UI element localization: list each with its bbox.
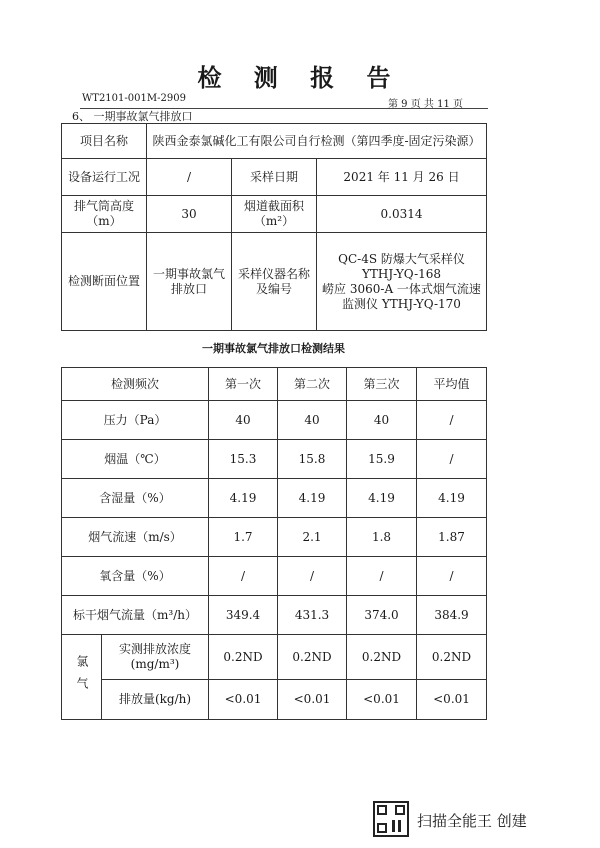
cell-value: 40 xyxy=(209,401,278,440)
info-table xyxy=(61,123,487,331)
results-caption: 一期事故氯气排放口检测结果 xyxy=(202,342,345,355)
cell-value: 4.19 xyxy=(417,479,487,518)
cell-value: <0.01 xyxy=(417,680,487,720)
row-label: 标干烟气流量（m³/h） xyxy=(62,596,209,635)
cell-value: 40 xyxy=(278,401,347,440)
header-cell-second: 第二次 xyxy=(278,368,347,401)
project-name-label: 项目名称 xyxy=(62,124,147,159)
page-info: 第 9 页 共 11 页 xyxy=(388,99,463,110)
cell-value: 349.4 xyxy=(209,596,278,635)
cell-value: 1.7 xyxy=(209,518,278,557)
cell-value: 0.2ND xyxy=(278,635,347,680)
row-label: 含湿量（%） xyxy=(62,479,209,518)
cell-value: <0.01 xyxy=(209,680,278,720)
cell-value: / xyxy=(347,557,417,596)
scanner-watermark-text: 扫描全能王 创建 xyxy=(417,812,527,830)
sampling-date-value: 2021 年 11 月 26 日 xyxy=(317,159,487,196)
cell-value: 374.0 xyxy=(347,596,417,635)
header-cell-first: 第一次 xyxy=(209,368,278,401)
cell-value: / xyxy=(209,557,278,596)
instrument-label: 采样仪器名称及编号 xyxy=(232,233,317,331)
row-label: 排放量(kg/h) xyxy=(102,680,209,720)
equipment-condition-label: 设备运行工况 xyxy=(62,159,147,196)
table-row xyxy=(62,479,487,518)
cell-value: 15.9 xyxy=(347,440,417,479)
row-label: 氧含量（%） xyxy=(62,557,209,596)
cell-value: <0.01 xyxy=(347,680,417,720)
row-label: 烟温（℃） xyxy=(62,440,209,479)
chlorine-group-label: 氯气 xyxy=(62,635,102,720)
header-cell-frequency: 检测频次 xyxy=(62,368,209,401)
flue-area-label: 烟道截面积（m²） xyxy=(232,196,317,233)
table-row xyxy=(62,440,487,479)
cell-value: 0.2ND xyxy=(347,635,417,680)
flue-area-value: 0.0314 xyxy=(317,196,487,233)
cell-value: / xyxy=(417,440,487,479)
cell-value: 4.19 xyxy=(209,479,278,518)
instrument-line: 崂应 3060-A 一体式烟气流速 xyxy=(322,281,481,296)
table-row xyxy=(62,401,487,440)
cell-value: / xyxy=(417,401,487,440)
section-position-value: 一期事故氯气排放口 xyxy=(147,233,232,331)
instrument-value xyxy=(317,233,487,331)
cell-value: 431.3 xyxy=(278,596,347,635)
camscanner-qr-icon xyxy=(373,801,409,837)
cell-value: 15.3 xyxy=(209,440,278,479)
cell-value: 1.8 xyxy=(347,518,417,557)
section-heading: 6、 一期事故氯气排放口 xyxy=(72,110,193,123)
table-row xyxy=(62,596,487,635)
document-number: WT2101-001M-2909 xyxy=(82,93,186,104)
table-row xyxy=(62,680,487,720)
cell-value: 4.19 xyxy=(278,479,347,518)
header-cell-average: 平均值 xyxy=(417,368,487,401)
report-title: 检 测 报 告 xyxy=(197,63,403,92)
stack-height-label: 排气筒高度（m） xyxy=(62,196,147,233)
instrument-line: QC-4S 防爆大气采样仪 xyxy=(338,251,465,266)
cell-value: 1.87 xyxy=(417,518,487,557)
instrument-line: YTHJ-YQ-168 xyxy=(361,266,442,281)
table-row xyxy=(62,557,487,596)
header-cell-third: 第三次 xyxy=(347,368,417,401)
table-row xyxy=(62,518,487,557)
cell-value: 0.2ND xyxy=(417,635,487,680)
sampling-date-label: 采样日期 xyxy=(232,159,317,196)
cell-value: 40 xyxy=(347,401,417,440)
row-label: 压力（Pa） xyxy=(62,401,209,440)
cell-value: / xyxy=(278,557,347,596)
results-table xyxy=(61,367,487,720)
stack-height-value: 30 xyxy=(147,196,232,233)
cell-value: <0.01 xyxy=(278,680,347,720)
cell-value: 384.9 xyxy=(417,596,487,635)
table-row xyxy=(62,635,487,680)
cell-value: 15.8 xyxy=(278,440,347,479)
section-position-label: 检测断面位置 xyxy=(62,233,147,331)
cell-value: 2.1 xyxy=(278,518,347,557)
instrument-line: 监测仪 YTHJ-YQ-170 xyxy=(342,296,461,311)
project-name-value: 陕西金泰氯碱化工有限公司自行检测（第四季度-固定污染源） xyxy=(147,124,487,159)
cell-value: 4.19 xyxy=(347,479,417,518)
row-label: 烟气流速（m/s） xyxy=(62,518,209,557)
equipment-condition-value: / xyxy=(147,159,232,196)
cell-value: / xyxy=(417,557,487,596)
cell-value: 0.2ND xyxy=(209,635,278,680)
row-label: 实测排放浓度(mg/m³) xyxy=(102,635,209,680)
